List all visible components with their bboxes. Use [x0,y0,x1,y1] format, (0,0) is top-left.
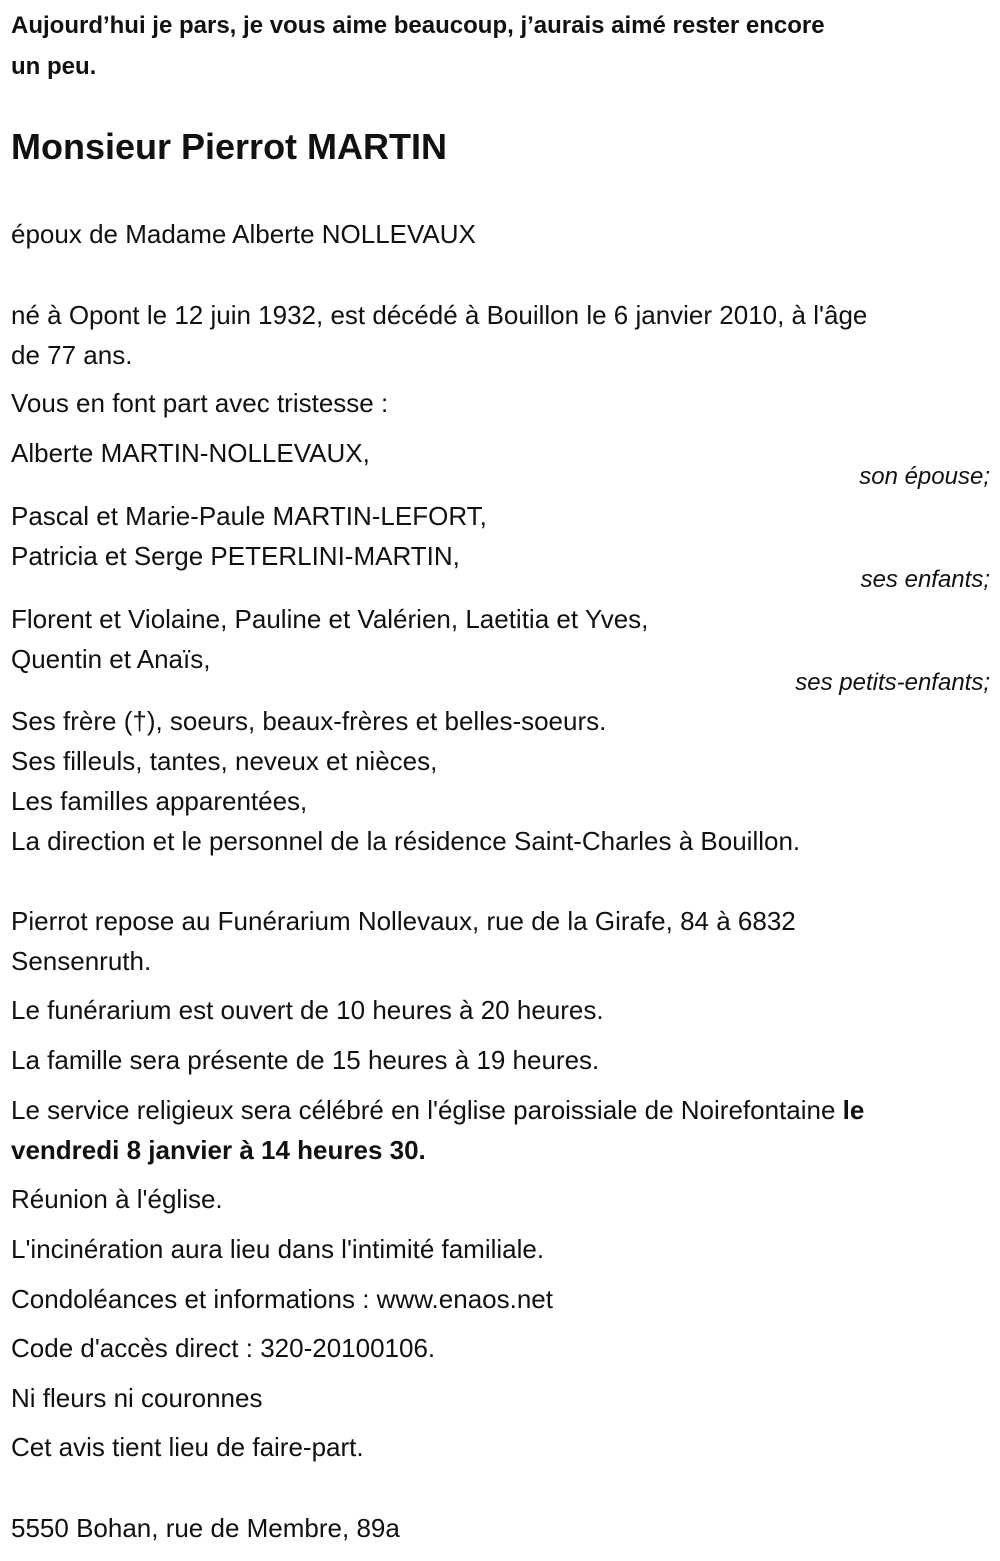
spouse-name: Alberte MARTIN-NOLLEVAUX, [11,438,370,468]
family-presence-line: La famille sera présente de 15 heures à 19 heures. [11,1045,600,1075]
grandchildren-role: ses petits-enfants; [795,669,990,696]
others-2: Ses filleuls, tantes, neveux et nièces, [11,746,438,776]
epigraph-line-1: Aujourd’hui je pars, je vous aime beaucoup, j’aurais aimé rester encore [11,12,825,39]
service-line-1 [11,1095,864,1125]
rest-line-1: Pierrot repose au Funérarium Nollevaux, rue de la Girafe, 84 à 6832 [11,906,796,936]
note-1: Réunion à l'église. [11,1184,223,1214]
children-role: ses enfants; [860,566,990,593]
rest-line-2: Sensenruth. [11,946,152,976]
others-1: Ses frère (†), soeurs, beaux-frères et belles-soeurs. [11,706,607,736]
page-title: Monsieur Pierrot MARTIN [11,126,448,167]
birth-line-1: né à Opont le 12 juin 1932, est décédé à Bouillon le 6 janvier 2010, à l'âge [11,300,868,330]
birth-line-2: de 77 ans. [11,340,133,370]
intro-line: Vous en font part avec tristesse : [11,388,389,418]
note-5: Ni fleurs ni couronnes [11,1383,263,1413]
child-2: Patricia et Serge PETERLINI-MARTIN, [11,541,460,571]
spouse-role: son épouse; [859,463,990,490]
epigraph-line-2: un peu. [11,53,97,80]
others-3: Les familles apparentées, [11,786,308,816]
note-4: Code d'accès direct : 320-20100106. [11,1333,436,1363]
service-bold-start: le [842,1095,865,1125]
others-4: La direction et le personnel de la résidence Saint-Charles à Bouillon. [11,826,801,856]
note-6: Cet avis tient lieu de faire-part. [11,1432,364,1462]
spouse-line: époux de Madame Alberte NOLLEVAUX [11,219,476,249]
service-line-2: vendredi 8 janvier à 14 heures 30. [11,1135,426,1165]
address-line: 5550 Bohan, rue de Membre, 89a [11,1513,400,1543]
hours-line: Le funérarium est ouvert de 10 heures à 20 heures. [11,995,604,1025]
service-text: Le service religieux sera célébré en l'église paroissiale de Noirefontaine [11,1095,843,1125]
note-3: Condoléances et informations : www.enaos.net [11,1284,553,1314]
grandchildren-1: Florent et Violaine, Pauline et Valérien, Laetitia et Yves, [11,604,649,634]
grandchildren-2: Quentin et Anaïs, [11,644,211,674]
note-2: L'incinération aura lieu dans l'intimité familiale. [11,1234,545,1264]
child-1: Pascal et Marie-Paule MARTIN-LEFORT, [11,501,487,531]
